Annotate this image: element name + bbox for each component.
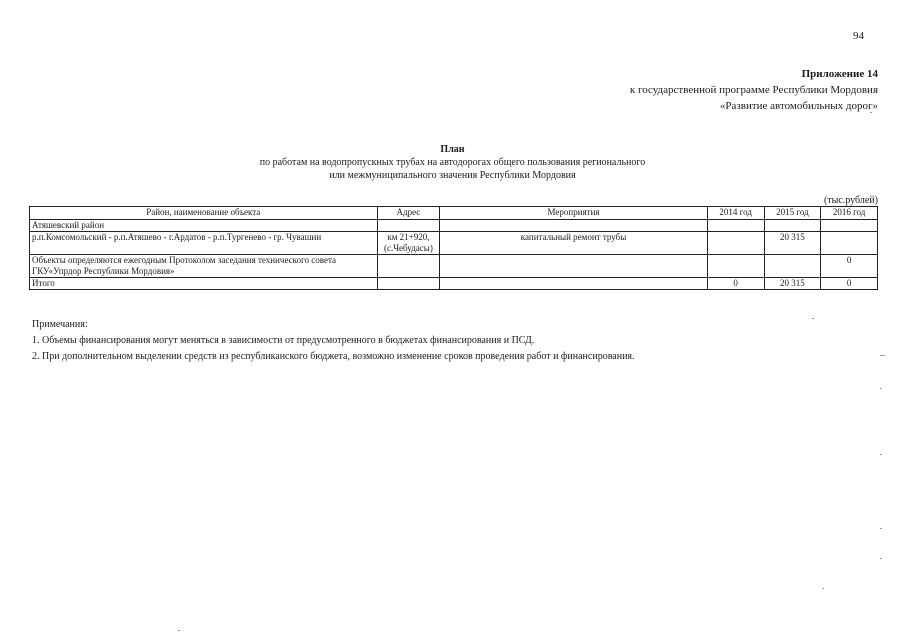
empty-cell bbox=[764, 220, 821, 232]
header-object: Район, наименование объекта bbox=[30, 207, 378, 220]
total-row bbox=[30, 278, 878, 290]
value-2014 bbox=[707, 255, 764, 278]
value-2014 bbox=[707, 232, 764, 255]
scan-speck bbox=[880, 528, 882, 529]
header-measures: Мероприятия bbox=[440, 207, 707, 220]
page-number: 94 bbox=[853, 30, 864, 42]
scan-speck bbox=[880, 388, 882, 389]
section-row bbox=[30, 220, 878, 232]
note-item-2: 2. При дополнительном выделении средств из республиканского бюджета, возможно изменение сроков проведения работ и финансирования. bbox=[32, 351, 635, 362]
scan-speck bbox=[880, 558, 882, 559]
scan-speck bbox=[870, 112, 872, 113]
object-name: Объекты определяются ежегодным Протоколом заседания технического совета ГКУ«Упрдор Республики Мордовия» bbox=[30, 255, 378, 278]
appendix-header bbox=[630, 66, 878, 114]
appendix-line-1: к государственной программе Республики Мордовия bbox=[629, 84, 878, 96]
plan-table bbox=[29, 206, 878, 290]
total-2014: 0 bbox=[707, 278, 764, 290]
units-label: (тыс.рублей) bbox=[823, 195, 878, 206]
object-address: км 21+920, (с.Чебудасы) bbox=[377, 232, 440, 255]
total-label: Итого bbox=[30, 278, 378, 290]
scan-speck bbox=[822, 588, 824, 589]
scan-speck bbox=[178, 630, 180, 631]
appendix-title: Приложение 14 bbox=[801, 68, 878, 80]
plan-subtitle-line-1: по работам на водопропускных трубах на автодорогах общего пользования регионального bbox=[259, 157, 646, 168]
plan-subtitle-line-2: или межмуниципального значения Республики Мордовия bbox=[329, 170, 576, 181]
header-2014: 2014 год bbox=[707, 207, 764, 220]
object-name: р.п.Комсомольский - р.п.Атяшево - г.Ардатов - р.п.Тургенево - гр. Чувашии bbox=[30, 232, 378, 255]
empty-cell bbox=[707, 220, 764, 232]
total-2015: 20 315 bbox=[764, 278, 821, 290]
empty-cell bbox=[821, 220, 878, 232]
value-2015: 20 315 bbox=[764, 232, 821, 255]
header-address: Адрес bbox=[377, 207, 440, 220]
plan-heading bbox=[0, 143, 905, 182]
table-row bbox=[30, 232, 878, 255]
empty-cell bbox=[440, 278, 707, 290]
table-row bbox=[30, 255, 878, 278]
value-2015 bbox=[764, 255, 821, 278]
notes-block bbox=[32, 317, 635, 365]
scan-speck bbox=[880, 355, 885, 356]
object-measure bbox=[440, 255, 707, 278]
header-2016: 2016 год bbox=[821, 207, 878, 220]
value-2016: 0 bbox=[821, 255, 878, 278]
notes-title: Примечания: bbox=[32, 319, 88, 330]
empty-cell bbox=[377, 278, 440, 290]
section-label: Атяшевский район bbox=[30, 220, 378, 232]
object-address bbox=[377, 255, 440, 278]
empty-cell bbox=[440, 220, 707, 232]
empty-cell bbox=[377, 220, 440, 232]
scan-speck bbox=[880, 454, 882, 455]
value-2016 bbox=[821, 232, 878, 255]
header-2015: 2015 год bbox=[764, 207, 821, 220]
appendix-line-2: «Развитие автомобильных дорог» bbox=[719, 100, 878, 112]
note-item-1: 1. Объемы финансирования могут меняться в зависимости от предусмотренного в бюджетах финансирования и ПСД. bbox=[32, 335, 535, 346]
object-measure: капитальный ремонт трубы bbox=[440, 232, 707, 255]
table-header-row bbox=[30, 207, 878, 220]
total-2016: 0 bbox=[821, 278, 878, 290]
plan-title: План bbox=[440, 144, 465, 155]
scan-speck bbox=[812, 318, 814, 319]
